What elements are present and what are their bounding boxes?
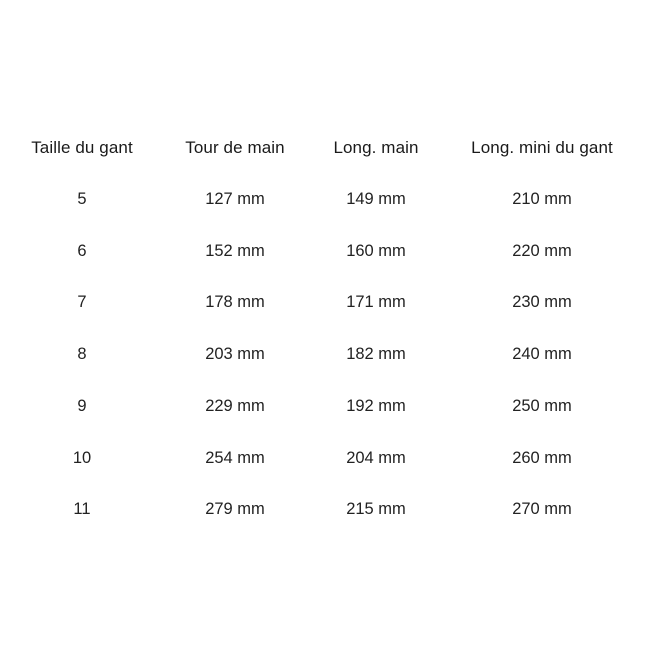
cell-glove-size: 10	[72, 449, 92, 467]
cell-glove-size: 11	[73, 500, 91, 518]
cell-hand-circumference: 203 mm	[205, 345, 265, 363]
column-header-hand-length: Long. main	[333, 138, 419, 157]
cell-hand-length: 182 mm	[346, 345, 406, 363]
cell-glove-size: 8	[77, 345, 87, 363]
cell-min-glove-length: 220 mm	[512, 242, 572, 260]
cell-hand-circumference: 279 mm	[205, 500, 265, 518]
cell-hand-length: 171 mm	[346, 293, 406, 311]
cell-hand-length: 149 mm	[346, 190, 406, 208]
cell-min-glove-length: 250 mm	[512, 397, 572, 415]
cell-hand-circumference: 178 mm	[205, 293, 265, 311]
cell-hand-circumference: 127 mm	[205, 190, 265, 208]
column-header-hand-circumference: Tour de main	[185, 138, 285, 157]
cell-glove-size: 5	[77, 190, 87, 208]
cell-min-glove-length: 210 mm	[512, 190, 572, 208]
cell-min-glove-length: 230 mm	[512, 293, 572, 311]
cell-glove-size: 7	[77, 293, 87, 311]
cell-hand-circumference: 254 mm	[205, 449, 265, 467]
cell-glove-size: 6	[77, 242, 87, 260]
cell-min-glove-length: 240 mm	[512, 345, 572, 363]
cell-glove-size: 9	[77, 397, 87, 415]
cell-hand-length: 215 mm	[346, 500, 406, 518]
cell-hand-circumference: 229 mm	[205, 397, 265, 415]
cell-hand-length: 204 mm	[346, 449, 406, 467]
column-header-glove-size: Taille du gant	[31, 138, 133, 157]
column-header-min-glove-length: Long. mini du gant	[471, 138, 613, 157]
cell-hand-circumference: 152 mm	[205, 242, 265, 260]
cell-hand-length: 160 mm	[346, 242, 406, 260]
cell-min-glove-length: 270 mm	[512, 500, 572, 518]
cell-hand-length: 192 mm	[346, 397, 406, 415]
cell-min-glove-length: 260 mm	[512, 449, 572, 467]
